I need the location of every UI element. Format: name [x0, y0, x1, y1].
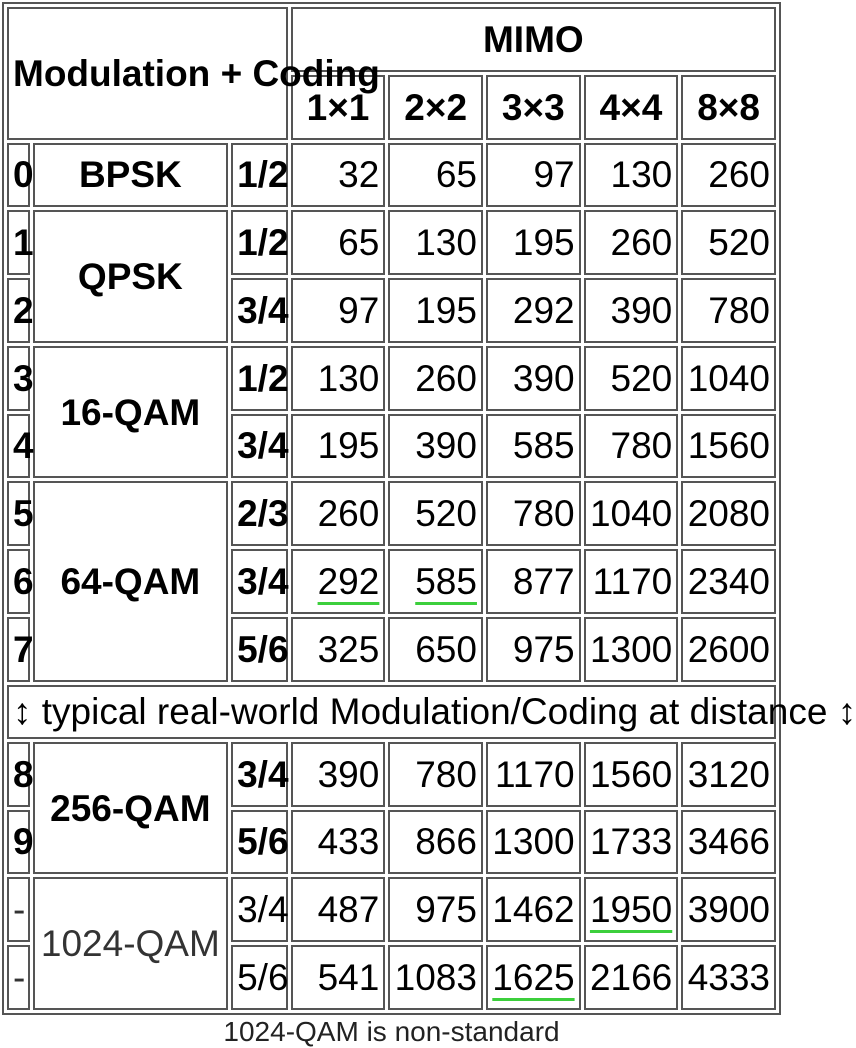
header-row-top: [7, 7, 776, 72]
rate-value: 1083: [394, 957, 477, 999]
table-row: [7, 143, 776, 208]
data-rate-cell: [584, 414, 679, 479]
data-rate-cell: [681, 810, 776, 875]
rate-value: 65: [338, 222, 380, 264]
data-rate-cell: [291, 414, 386, 479]
rate-value: 97: [338, 289, 380, 331]
data-rate-cell: [388, 414, 483, 479]
data-rate-cell: [681, 346, 776, 411]
coding-rate: 5/6: [231, 617, 288, 682]
coding-rate: 3/4: [231, 414, 288, 479]
rate-value: 1560: [589, 753, 673, 795]
stream-header: 2×2: [388, 75, 483, 140]
rate-value: 780: [708, 289, 770, 331]
data-rate-cell: [486, 945, 581, 1010]
data-rate-cell: [388, 549, 483, 614]
mcs-index: 1: [7, 210, 30, 275]
data-rate-cell: [291, 810, 386, 875]
rate-value: 520: [415, 493, 477, 535]
modulation-cell: 64-QAM: [33, 481, 228, 681]
modulation-cell: 16-QAM: [33, 346, 228, 479]
coding-rate: 3/4: [231, 549, 288, 614]
modulation-cell: BPSK: [33, 143, 228, 208]
rate-value: 390: [512, 357, 575, 399]
data-rate-cell: [584, 877, 679, 942]
coding-rate: 2/3: [231, 481, 288, 546]
rate-value: 260: [317, 493, 380, 535]
data-rate-cell: [584, 945, 679, 1010]
data-rate-cell: [681, 742, 776, 807]
rate-value: 130: [610, 154, 673, 196]
table-row: [7, 210, 776, 275]
rate-value: 4333: [687, 957, 770, 999]
modulation-cell: 1024-QAM: [33, 877, 228, 1010]
data-rate-cell: [681, 278, 776, 343]
data-rate-cell: [388, 278, 483, 343]
typical-distance-note: ↕ typical real-world Modulation/Coding at distance ↕: [7, 685, 776, 739]
mcs-index: 0: [7, 143, 30, 208]
data-rate-cell: [584, 810, 679, 875]
data-rate-cell: [388, 143, 483, 208]
rate-value: 195: [415, 289, 477, 331]
rate-value: 390: [317, 753, 380, 795]
rate-value: 195: [512, 222, 575, 264]
data-rate-cell: [388, 346, 483, 411]
table-row: [7, 877, 776, 942]
stream-header: 3×3: [486, 75, 581, 140]
rate-value: 1170: [592, 560, 673, 602]
data-rate-cell: [291, 617, 386, 682]
rate-value: 650: [415, 628, 477, 670]
rate-value: 195: [317, 425, 380, 467]
coding-rate: 5/6: [231, 945, 288, 1010]
rate-value: 1040: [687, 357, 770, 399]
rate-value: 130: [317, 357, 380, 399]
data-rate-cell: [388, 617, 483, 682]
rate-value: 866: [415, 821, 477, 863]
rate-value: 975: [415, 889, 477, 931]
highlighted-rate: 1625: [492, 957, 575, 999]
stream-header: 1×1: [291, 75, 386, 140]
data-rate-cell: [584, 549, 679, 614]
data-rate-cell: [486, 143, 581, 208]
rate-value: 260: [610, 222, 673, 264]
rate-value: 3120: [687, 753, 770, 795]
data-rate-cell: [486, 481, 581, 546]
table-row: [7, 346, 776, 411]
rate-value: 390: [415, 425, 477, 467]
data-rate-cell: [681, 945, 776, 1010]
data-rate-cell: [388, 481, 483, 546]
table-row: [7, 742, 776, 807]
mcs-data-rate-table: [2, 2, 856, 1015]
data-rate-cell: [584, 617, 679, 682]
stream-header: 4×4: [584, 75, 679, 140]
mcs-index: 2: [7, 278, 30, 343]
data-rate-cell: [291, 945, 386, 1010]
mcs-index: 3: [7, 346, 30, 411]
coding-rate: 1/2: [231, 210, 288, 275]
rate-value: 260: [415, 357, 477, 399]
mcs-index: -: [7, 945, 30, 1010]
rate-value: 975: [512, 628, 575, 670]
coding-rate: 3/4: [231, 742, 288, 807]
data-rate-cell: [486, 877, 581, 942]
data-rate-cell: [486, 742, 581, 807]
rate-value: 1462: [492, 889, 575, 931]
rate-value: 325: [317, 628, 380, 670]
rate-value: 1300: [589, 628, 673, 670]
rate-value: 541: [317, 957, 380, 999]
data-rate-cell: [584, 742, 679, 807]
data-rate-cell: [584, 210, 679, 275]
highlighted-rate: 292: [317, 560, 380, 602]
mimo-header: MIMO: [291, 7, 776, 72]
data-rate-cell: [584, 346, 679, 411]
highlighted-rate: 585: [415, 560, 477, 602]
data-rate-cell: [486, 210, 581, 275]
data-rate-cell: [486, 414, 581, 479]
rate-value: 2166: [589, 957, 673, 999]
coding-rate: 5/6: [231, 810, 288, 875]
data-rate-cell: [388, 210, 483, 275]
modulation-cell: QPSK: [33, 210, 228, 343]
data-rate-cell: [681, 414, 776, 479]
data-rate-cell: [291, 210, 386, 275]
table-row: [7, 481, 776, 546]
rate-value: 1560: [687, 425, 770, 467]
rate-value: 1040: [589, 493, 673, 535]
footnote: 1024-QAM is non-standard: [223, 1016, 560, 1047]
data-rate-cell: [291, 481, 386, 546]
data-rate-cell: [681, 210, 776, 275]
mcs-index: -: [7, 877, 30, 942]
data-rate-cell: [291, 549, 386, 614]
rate-value: 1733: [589, 821, 673, 863]
table-body: [7, 7, 856, 1010]
data-rate-cell: [291, 877, 386, 942]
coding-rate: 3/4: [231, 877, 288, 942]
rate-value: 65: [435, 154, 477, 196]
rate-value: 520: [708, 222, 770, 264]
coding-rate: 1/2: [231, 346, 288, 411]
data-rate-cell: [291, 143, 386, 208]
stream-header: 8×8: [681, 75, 776, 140]
highlighted-rate: 1950: [589, 889, 673, 931]
mcs-index: 5: [7, 481, 30, 546]
rate-value: 780: [610, 425, 673, 467]
modulation-coding-header: Modulation + Coding: [7, 7, 288, 140]
coding-rate: 1/2: [231, 143, 288, 208]
rate-value: 390: [610, 289, 673, 331]
rate-value: 487: [317, 889, 380, 931]
rate-value: 32: [338, 154, 380, 196]
data-rate-cell: [681, 877, 776, 942]
rate-value: 1170: [495, 753, 575, 795]
rate-value: 2340: [687, 560, 770, 602]
modulation-cell: 256-QAM: [33, 742, 228, 875]
rate-value: 585: [512, 425, 575, 467]
data-rate-cell: [291, 742, 386, 807]
rate-value: 130: [415, 222, 477, 264]
data-rate-cell: [388, 877, 483, 942]
data-rate-cell: [388, 742, 483, 807]
mcs-index: 9: [7, 810, 30, 875]
rate-value: 780: [415, 753, 477, 795]
rate-value: 292: [512, 289, 575, 331]
separator-row: [7, 685, 776, 739]
data-rate-cell: [486, 810, 581, 875]
rate-value: 3900: [687, 889, 770, 931]
data-rate-cell: [681, 549, 776, 614]
rate-value: 780: [512, 493, 575, 535]
data-rate-cell: [291, 278, 386, 343]
mcs-index: 7: [7, 617, 30, 682]
data-rate-cell: [681, 617, 776, 682]
rate-value: 2600: [687, 628, 770, 670]
data-rate-cell: [584, 143, 679, 208]
rate-value: 433: [317, 821, 380, 863]
rate-value: 3466: [687, 821, 770, 863]
data-rate-cell: [291, 346, 386, 411]
mcs-index: 6: [7, 549, 30, 614]
data-rate-cell: [584, 278, 679, 343]
data-rate-cell: [388, 810, 483, 875]
data-rate-cell: [681, 481, 776, 546]
data-rate-cell: [486, 346, 581, 411]
mcs-index: 4: [7, 414, 30, 479]
rate-value: 2080: [687, 493, 770, 535]
data-rate-cell: [486, 278, 581, 343]
rate-value: 97: [533, 154, 575, 196]
rate-value: 1300: [492, 821, 575, 863]
data-rate-cell: [388, 945, 483, 1010]
data-rate-cell: [486, 617, 581, 682]
mcs-index: 8: [7, 742, 30, 807]
rate-value: 520: [610, 357, 673, 399]
rate-value: 877: [512, 560, 575, 602]
coding-rate: 3/4: [231, 278, 288, 343]
data-rate-cell: [486, 549, 581, 614]
data-rate-cell: [584, 481, 679, 546]
data-rate-cell: [681, 143, 776, 208]
rate-value: 260: [708, 154, 770, 196]
